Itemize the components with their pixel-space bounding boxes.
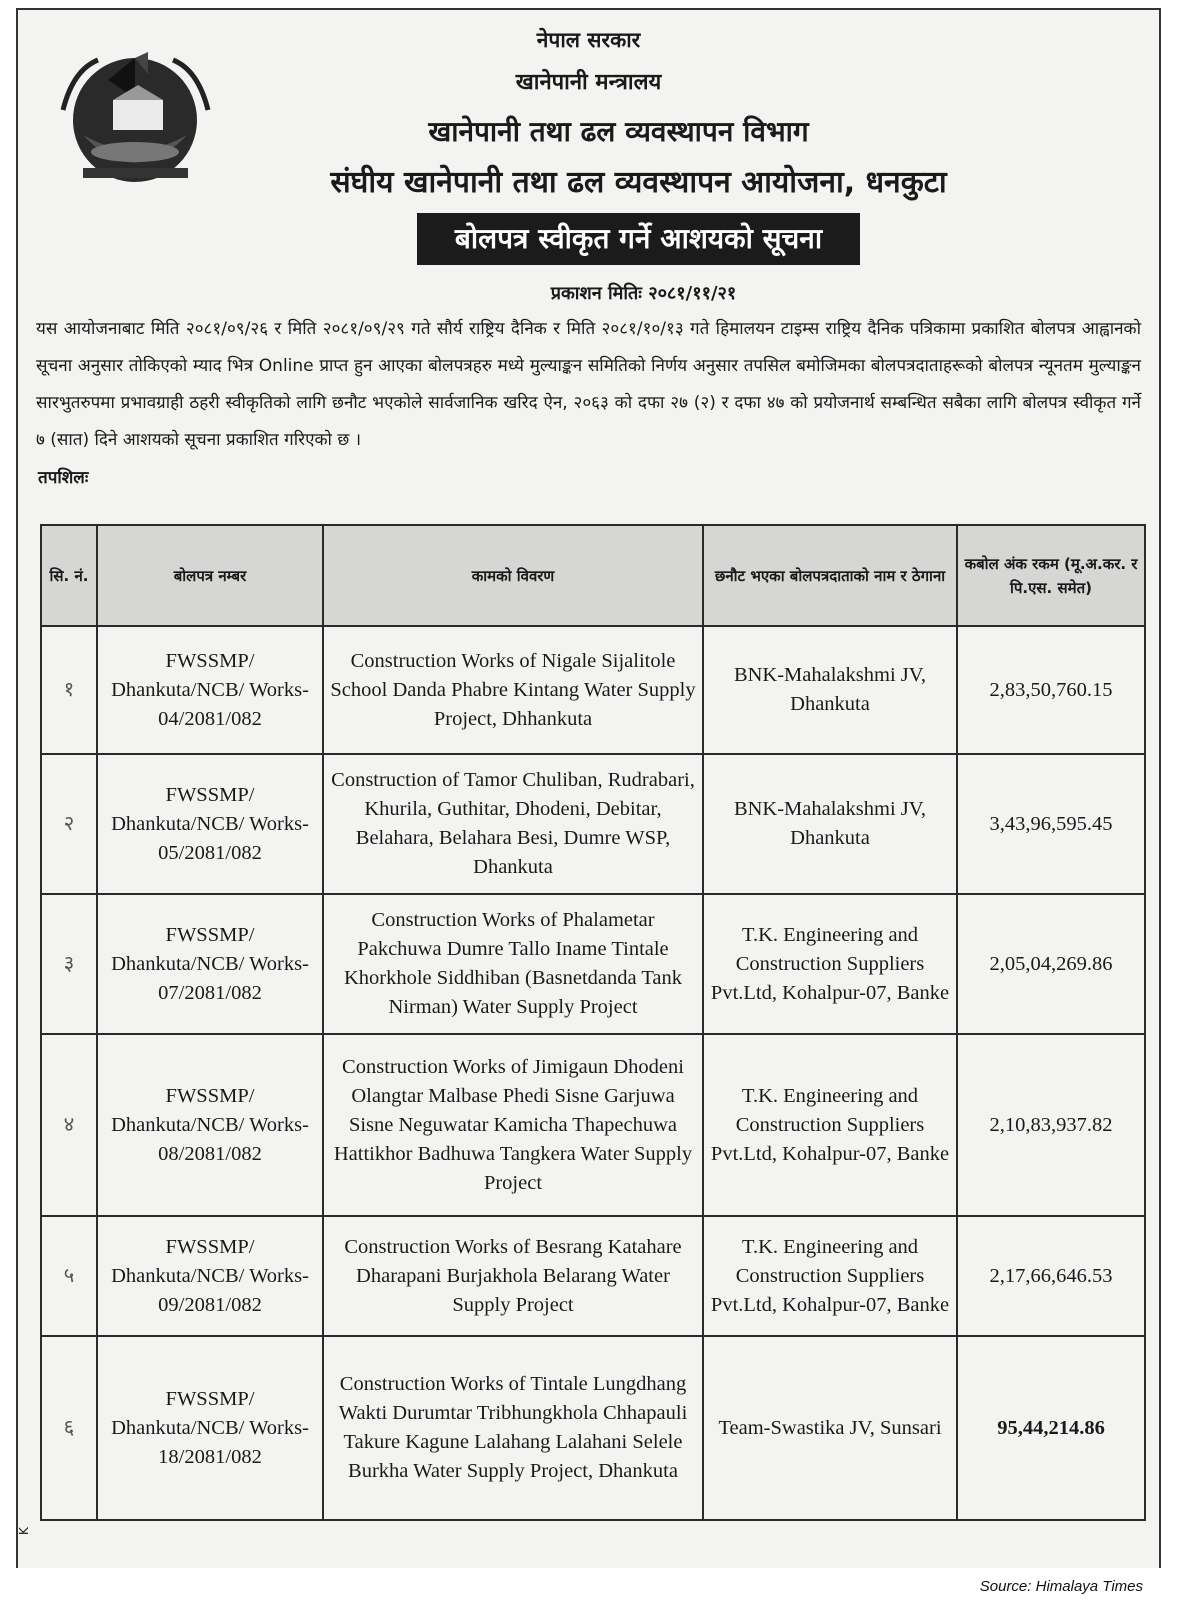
table-row [41,626,1145,754]
row-bidder: Team-Swastika JV, Sunsari [703,1336,957,1520]
notice-title-banner: बोलपत्र स्वीकृत गर्ने आशयको सूचना [417,213,860,265]
row-bid-number: FWSSMP/ Dhankuta/NCB/ Works-04/2081/082 [97,626,323,754]
source-credit: Source: Himalaya Times [979,1578,1143,1595]
notice-page [16,8,1161,1568]
row-description: Construction of Tamor Chuliban, Rudrabari, Khurila, Guthitar, Dhodeni, Debitar, Belahara, Belahara Besi, Dumre WSP, Dhankuta [323,754,703,894]
row-sn: ६ [41,1336,97,1520]
row-bidder: T.K. Engineering and Construction Suppliers Pvt.Ltd, Kohalpur-07, Banke [703,1034,957,1216]
row-bidder: BNK-Mahalakshmi JV, Dhankuta [703,626,957,754]
row-amount: 95,44,214.86 [957,1336,1145,1520]
row-sn: ३ [41,894,97,1034]
row-description: Construction Works of Phalametar Pakchuwa Dumre Tallo Iname Tintale Khorkhole Siddhiban (Basnetdanda Tank Nirman) Water Supply Project [323,894,703,1034]
margin-mark: K [16,1527,31,1535]
header-work-description: कामको विवरण [323,525,703,626]
row-description: Construction Works of Besrang Katahare Dharapani Burjakhola Belarang Water Supply Project [323,1216,703,1336]
row-amount: 2,05,04,269.86 [957,894,1145,1034]
row-amount: 2,10,83,937.82 [957,1034,1145,1216]
row-bid-number: FWSSMP/ Dhankuta/NCB/ Works-08/2081/082 [97,1034,323,1216]
ministry-title: खानेपानी मन्त्रालय [515,70,662,95]
row-bid-number: FWSSMP/ Dhankuta/NCB/ Works-09/2081/082 [97,1216,323,1336]
row-bidder: BNK-Mahalakshmi JV, Dhankuta [703,754,957,894]
row-bidder: T.K. Engineering and Construction Suppliers Pvt.Ltd, Kohalpur-07, Banke [703,894,957,1034]
header-sn: सि. नं. [41,525,97,626]
row-description: Construction Works of Jimigaun Dhodeni Olangtar Malbase Phedi Sisne Garjuwa Sisne Neguwatar Kamicha Thapechuwa Hattikhor Badhuwa Tangkera Water Supply Project [323,1034,703,1216]
details-label: तपशिलः [38,468,89,488]
row-description: Construction Works of Tintale Lungdhang Wakti Durumtar Tribhungkhola Chhapauli Takure Kagune Lalahang Lalahani Selele Burkha Water Supply Project, Dhankuta [323,1336,703,1520]
header-selected-bidder: छनौट भएका बोलपत्रदाताको नाम र ठेगाना [703,525,957,626]
table-header-row [41,525,1145,626]
notice-paragraph: यस आयोजनाबाट मिति २०८१/०९/२६ र मिति २०८१/०९/२९ गते सौर्य राष्ट्रिय दैनिक र मिति २०८१/१०/१३ गते हिमालयन टाइम्स राष्ट्रिय दैनिक पत्रिकामा प्रकाशित बोलपत्र आह्वानको सूचना अनुसार तोकिएको म्याद भित्र Online प्राप्त हुन आएका बोलपत्रहरु मध्ये मुल्याङ्कन समितिको निर्णय अनुसार तपसिल बमोजिमका बोलपत्रदाताहरूको बोलपत्र न्यूनतम मुल्याङ्कन सारभुतरुपमा प्रभावग्राही ठहरी स्वीकृतिको लागि छनौट भएकोले सार्वजानिक खरिद ऐन, २०६३ को दफा २७ (२) र दफा ४७ को प्रयोजनार्थ सम्बन्धित सबैका लागि बोलपत्र स्वीकृत गर्ने ७ (सात) दिने आशयको सूचना प्रकाशित गरिएको छ । [36,319,1141,450]
row-bidder: T.K. Engineering and Construction Suppliers Pvt.Ltd, Kohalpur-07, Banke [703,1216,957,1336]
row-description: Construction Works of Nigale Sijalitole School Danda Phabre Kintang Water Supply Project, Dhhankuta [323,626,703,754]
row-sn: २ [41,754,97,894]
nepal-government-emblem-icon [53,40,218,190]
table-row [41,754,1145,894]
row-sn: ४ [41,1034,97,1216]
row-bid-number: FWSSMP/ Dhankuta/NCB/ Works-18/2081/082 [97,1336,323,1520]
row-amount: 2,17,66,646.53 [957,1216,1145,1336]
bid-table [40,524,1146,1521]
project-title: संघीय खानेपानी तथा ढल व्यवस्थापन आयोजना, धनकुटा [330,165,947,200]
department-title: खानेपानी तथा ढल व्यवस्थापन विभाग [428,115,809,148]
header-bid-amount: कबोल अंक रकम (मू.अ.कर. र पि.एस. समेत) [957,525,1145,626]
table-row [41,1336,1145,1520]
publication-date: प्रकाशन मितिः २०८१/११/२१ [550,283,737,304]
header-bid-number: बोलपत्र नम्बर [97,525,323,626]
table-row [41,1034,1145,1216]
row-amount: 2,83,50,760.15 [957,626,1145,754]
row-amount: 3,43,96,595.45 [957,754,1145,894]
table-row [41,894,1145,1034]
government-title: नेपाल सरकार [536,28,641,52]
table-row [41,1216,1145,1336]
row-bid-number: FWSSMP/ Dhankuta/NCB/ Works-07/2081/082 [97,894,323,1034]
row-bid-number: FWSSMP/ Dhankuta/NCB/ Works-05/2081/082 [97,754,323,894]
row-sn: ५ [41,1216,97,1336]
row-sn: १ [41,626,97,754]
